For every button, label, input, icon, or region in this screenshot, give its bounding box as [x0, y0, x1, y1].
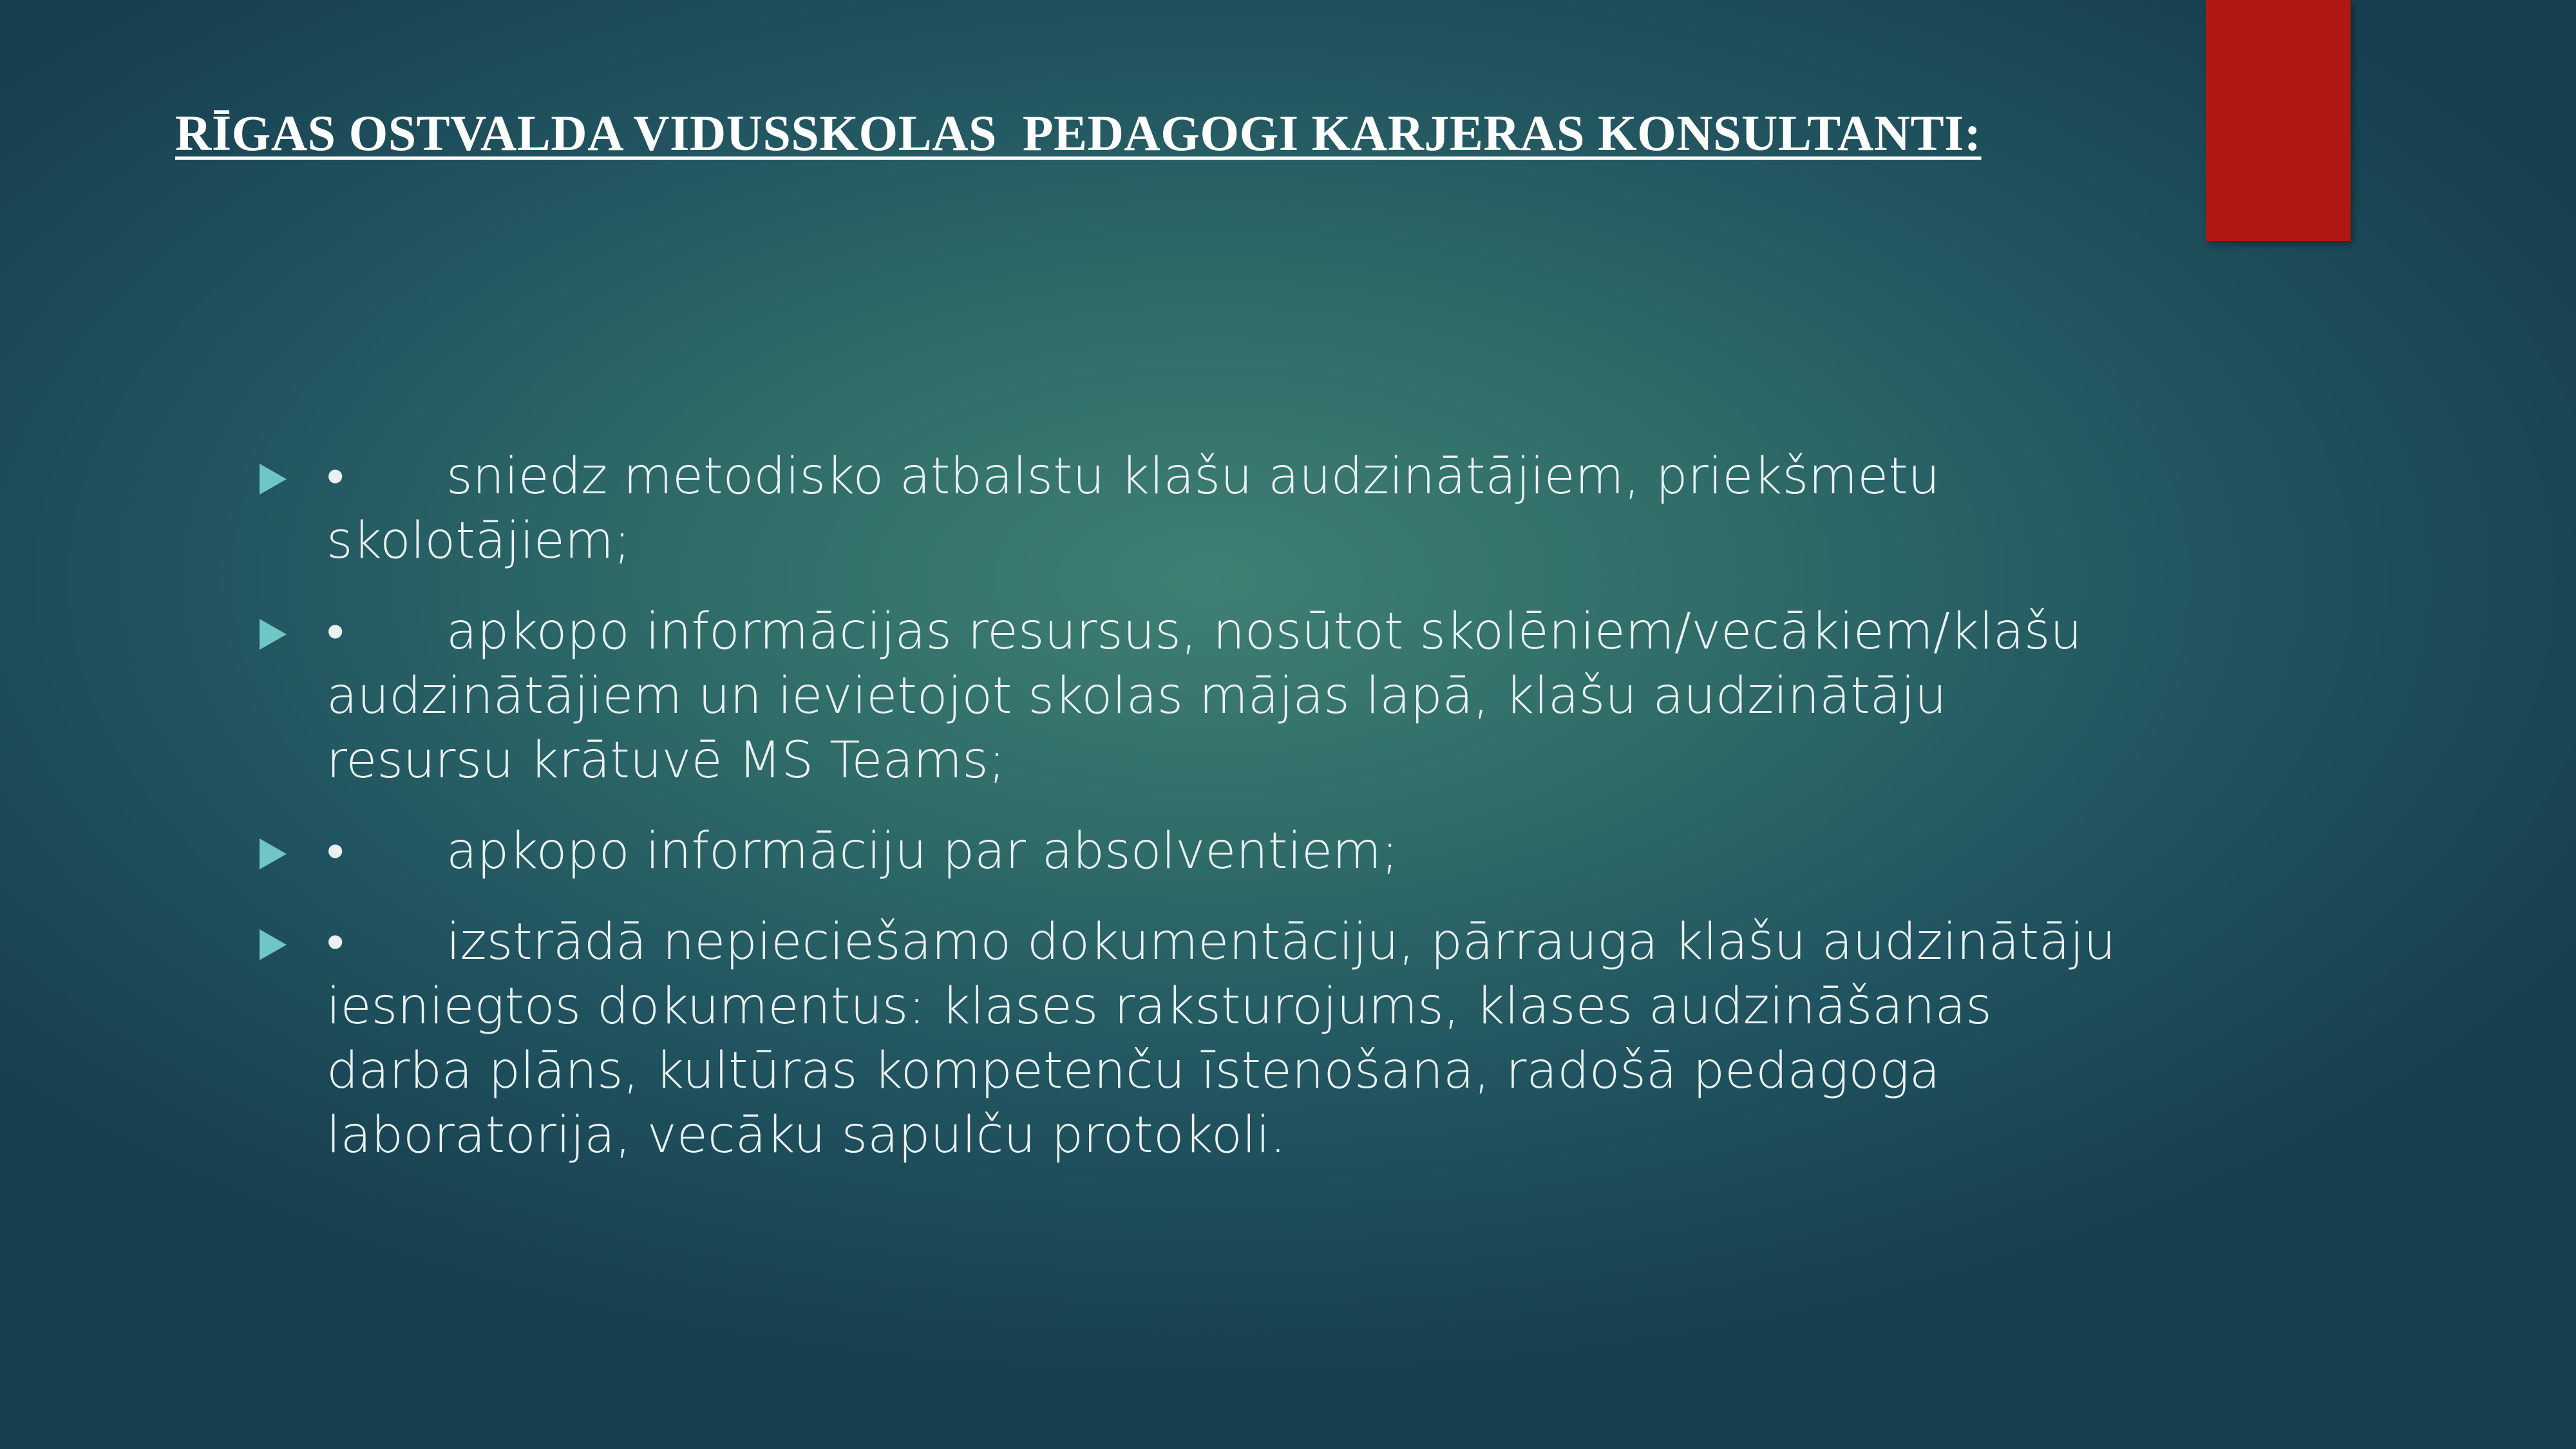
slide-title: RĪGAS OSTVALDA VIDUSSKOLAS PEDAGOGI KARJERAS KONSULTANTI:: [175, 105, 1982, 161]
bullet-item: [254, 600, 2122, 793]
bullet-item: [254, 910, 2122, 1168]
triangle-right-icon: [260, 464, 287, 495]
bullet-item: [254, 444, 2122, 573]
bullet-marker: •: [327, 822, 345, 880]
bullet-text: izstrādā nepieciešamo dokumentāciju, pārrauga klašu audzinātāju iesniegtos dokumentus: klases raksturojums, klases audzināšanas darba plāns, kultūras kompetenču īstenošana, radošā pedagoga laboratorija, vecāku sapulču protokoli.: [327, 913, 2116, 1164]
bullet-text: apkopo informāciju par absolventiem;: [446, 822, 1399, 880]
accent-bar: [2206, 0, 2351, 241]
bullet-text: apkopo informācijas resursus, nosūtot skolēniem/vecākiem/klašu audzinātājiem un ievietojot skolas mājas lapā, klašu audzinātāju resursu krātuvē MS Teams;: [327, 603, 2082, 790]
bullet-marker: •: [327, 913, 345, 971]
bullet-text: sniedz metodisko atbalstu klašu audzinātājiem, priekšmetu skolotājiem;: [327, 448, 1940, 570]
bullet-list: [254, 444, 2122, 1194]
bullet-item: [254, 819, 2122, 884]
triangle-right-icon: [260, 929, 287, 960]
triangle-right-icon: [260, 838, 287, 869]
triangle-right-icon: [260, 619, 287, 650]
bullet-marker: •: [327, 448, 345, 506]
bullet-marker: •: [327, 603, 345, 661]
